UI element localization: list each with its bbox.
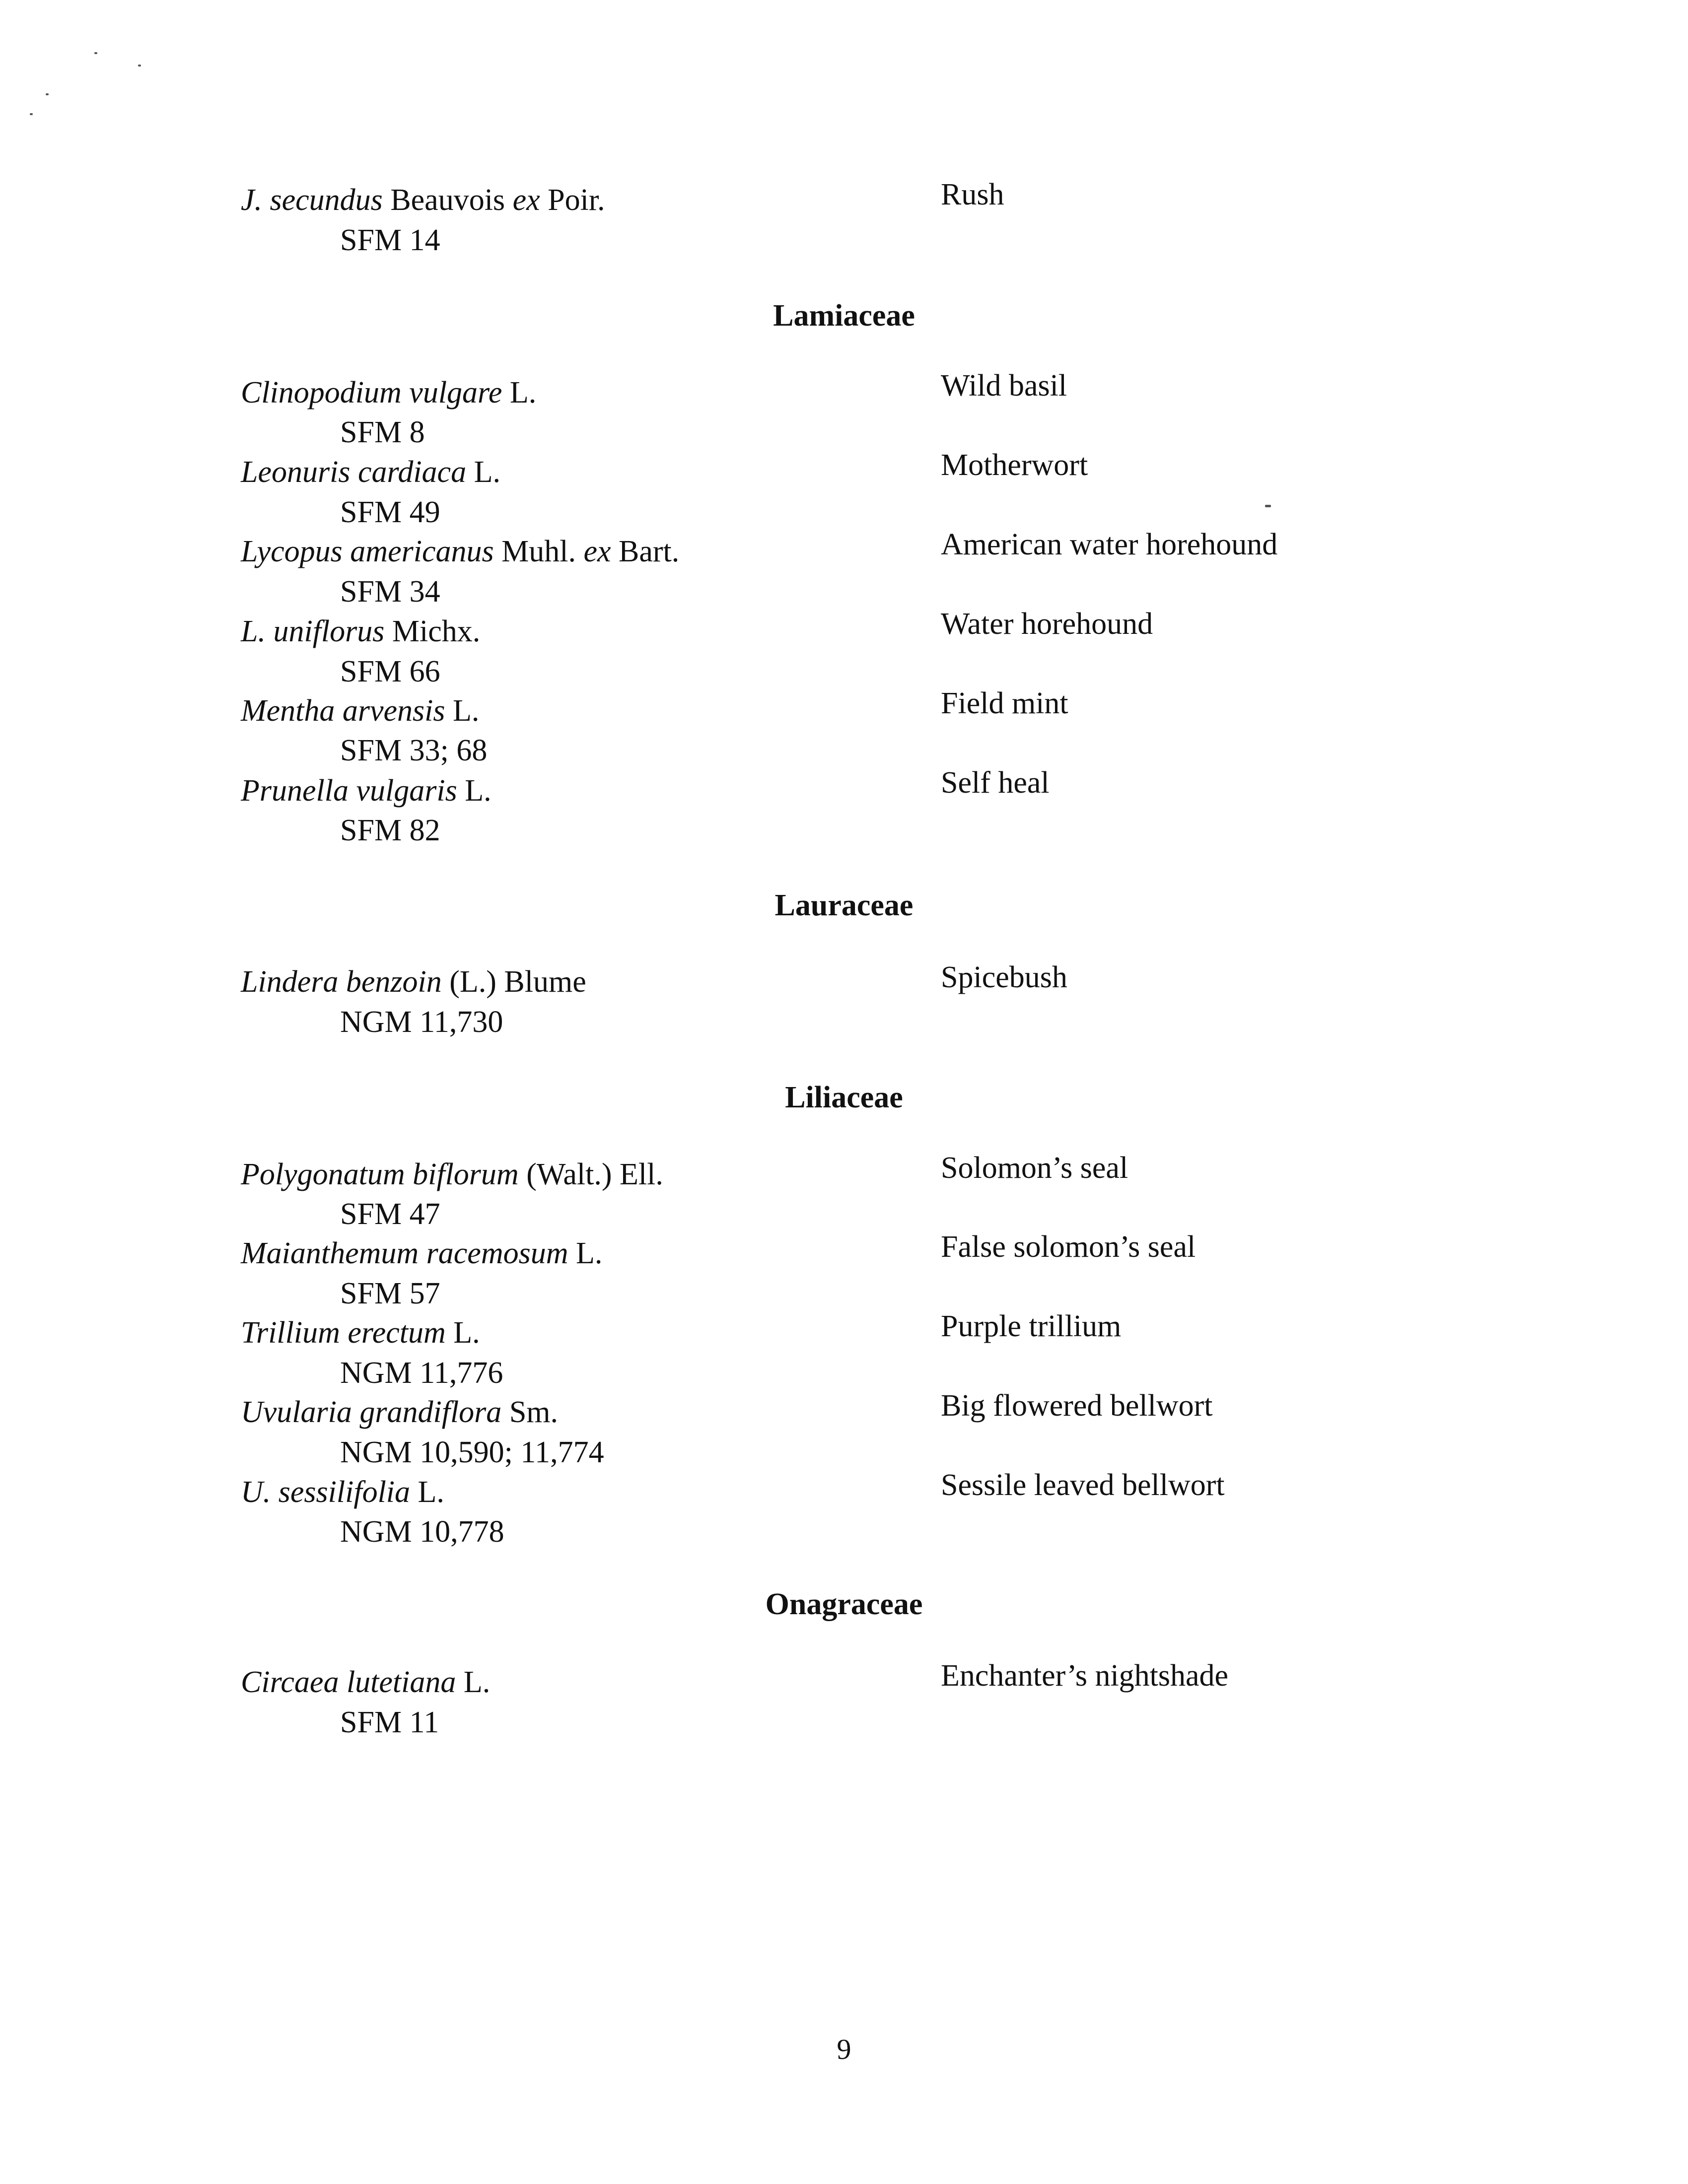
species-name: Lindera benzoin (L.) Blume [241, 965, 586, 999]
voucher-number: SFM 34 [340, 575, 440, 609]
voucher-number: SFM 49 [340, 495, 440, 529]
voucher-number: SFM 11 [340, 1706, 439, 1739]
family-heading: Lamiaceae [773, 299, 915, 333]
common-name: Purple trillium [941, 1309, 1122, 1343]
common-name: Wild basil [941, 369, 1067, 403]
species-name: L. uniflorus Michx. [241, 614, 481, 648]
species-name: Leonuris cardiaca L. [241, 455, 500, 489]
species-name: Mentha arvensis L. [241, 694, 480, 728]
common-name: Field mint [941, 686, 1068, 720]
family-heading: Onagraceae [765, 1587, 923, 1621]
voucher-number: NGM 10,590; 11,774 [340, 1435, 604, 1469]
common-name: False solomon’s seal [941, 1230, 1196, 1264]
scan-speck [138, 65, 141, 67]
common-name: Self heal [941, 766, 1050, 800]
common-name: Enchanter’s nightshade [941, 1659, 1229, 1693]
voucher-number: SFM 47 [340, 1197, 440, 1231]
voucher-number: NGM 11,730 [340, 1005, 503, 1039]
voucher-number: NGM 11,776 [340, 1356, 503, 1390]
species-name: Trillium erectum L. [241, 1316, 480, 1350]
page-number: 9 [837, 2033, 851, 2065]
common-name: Sessile leaved bellwort [941, 1468, 1225, 1502]
common-name: American water horehound [941, 528, 1278, 561]
voucher-number: SFM 33; 68 [340, 734, 488, 767]
voucher-number: NGM 10,778 [340, 1515, 504, 1549]
family-heading: Liliaceae [785, 1081, 903, 1114]
scan-speck [46, 93, 49, 95]
scan-speck [1265, 505, 1271, 507]
common-name: Big flowered bellwort [941, 1389, 1213, 1423]
voucher-number: SFM 14 [340, 223, 440, 257]
voucher-number: SFM 66 [340, 655, 440, 688]
common-name: Solomon’s seal [941, 1151, 1128, 1185]
scan-speck [94, 52, 97, 54]
common-name: Water horehound [941, 607, 1153, 641]
species-name: Uvularia grandiflora Sm. [241, 1395, 559, 1429]
species-name: Polygonatum biflorum (Walt.) Ell. [241, 1158, 663, 1191]
voucher-number: SFM 82 [340, 814, 440, 847]
species-name: Lycopus americanus Muhl. ex Bart. [241, 535, 680, 568]
voucher-number: SFM 57 [340, 1277, 440, 1310]
scan-speck [30, 113, 33, 115]
species-name: U. sessilifolia L. [241, 1475, 444, 1509]
species-name: Maianthemum racemosum L. [241, 1236, 603, 1270]
species-name: Circaea lutetiana L. [241, 1665, 491, 1699]
common-name: Rush [941, 178, 1004, 211]
species-name: Clinopodium vulgare L. [241, 376, 537, 410]
voucher-number: SFM 8 [340, 415, 425, 449]
species-name: Prunella vulgaris L. [241, 774, 492, 808]
species-name: J. secundus Beauvois ex Poir. [241, 183, 605, 217]
common-name: Spicebush [941, 960, 1067, 994]
common-name: Motherwort [941, 448, 1088, 482]
family-heading: Lauraceae [774, 888, 914, 922]
